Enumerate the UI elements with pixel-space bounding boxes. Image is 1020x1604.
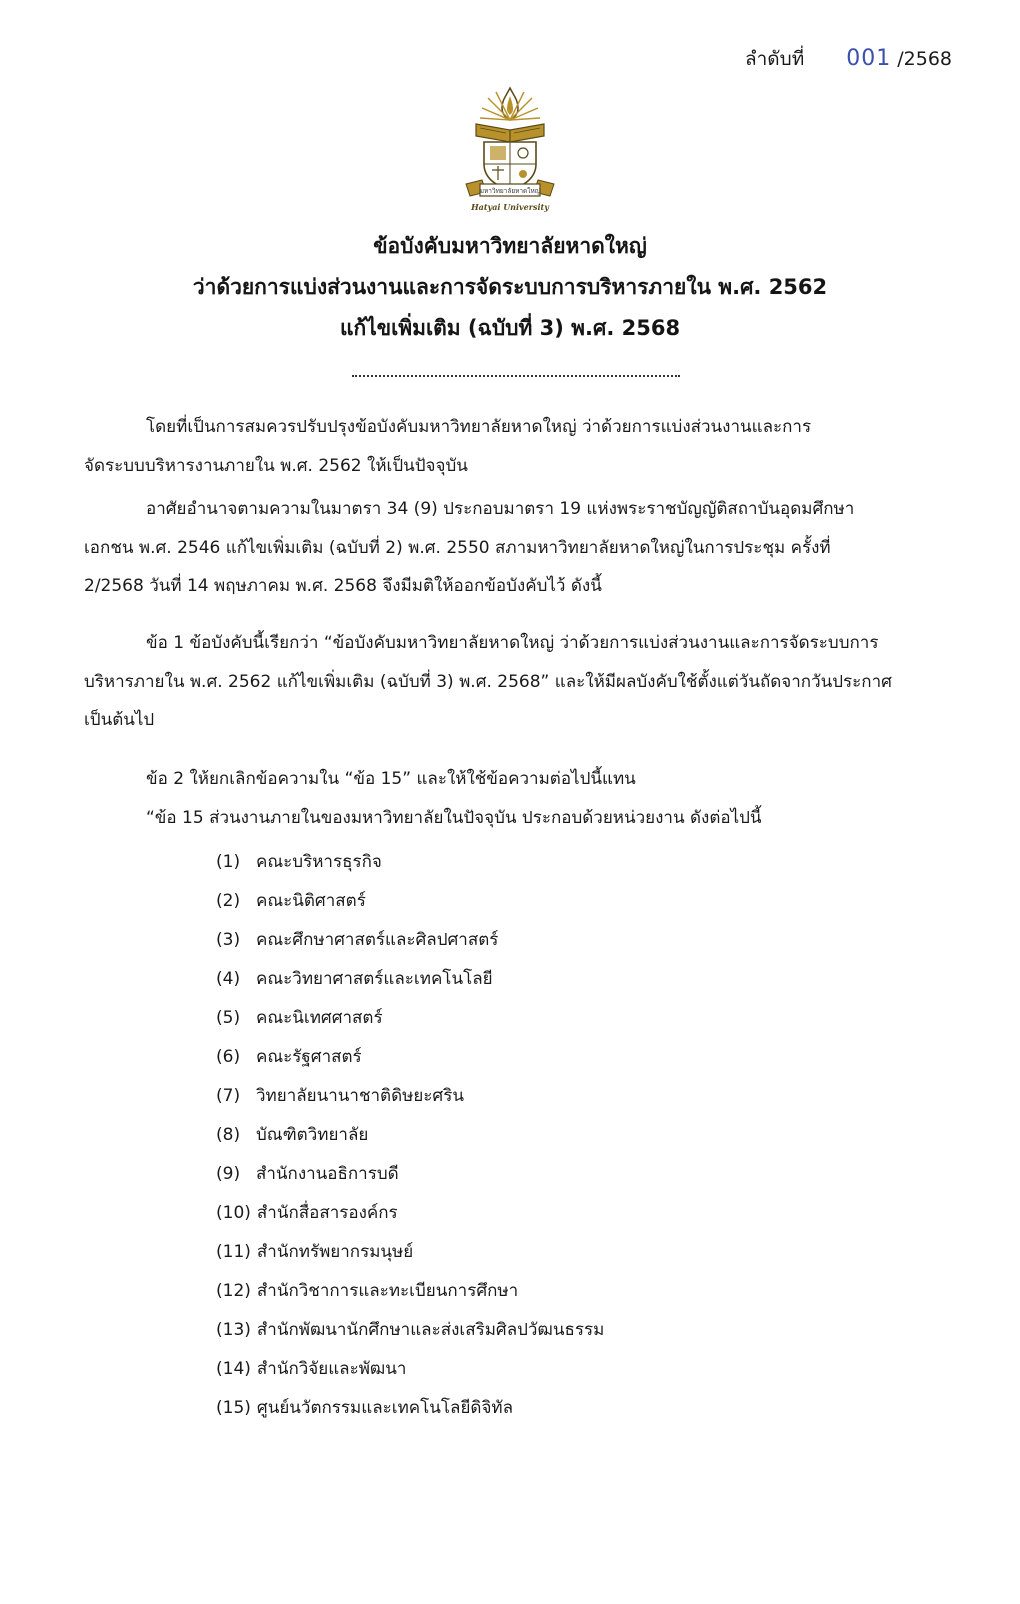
seal-caption-thai: มหาวิทยาลัยหาดใหญ่ [479, 187, 541, 195]
list-item-number: (15) [216, 1398, 251, 1418]
list-item-number: (3) [216, 930, 241, 950]
authority-paragraph [84, 490, 954, 606]
title-line-3: แก้ไขเพิ่มเติม (ฉบับที่ 3) พ.ศ. 2568 [339, 316, 681, 340]
list-item-number: (11) [216, 1242, 251, 1262]
list-item-name: วิทยาลัยนานาชาติดิษยะศริน [256, 1086, 464, 1106]
clause-1-line-1: ข้อ 1 ข้อบังคับนี้เรียกว่า “ข้อบังคับมหาวิทยาลัยหาดใหญ่ ว่าด้วยการแบ่งส่วนงานและการจัดระบบการ [146, 633, 879, 653]
list-item [216, 1038, 604, 1077]
university-seal-icon [462, 84, 558, 216]
preamble-line-2: จัดระบบบริหารงานภายใน พ.ศ. 2562 ให้เป็นปัจจุบัน [84, 455, 468, 476]
list-item-name: ศูนย์นวัตกรรมและเทคโนโลยีดิจิทัล [256, 1398, 514, 1418]
list-item-name: สำนักงานอธิการบดี [256, 1164, 399, 1184]
list-item [216, 1155, 604, 1194]
order-number [745, 44, 952, 74]
clause-1-line-2: บริหารภายใน พ.ศ. 2562 แก้ไขเพิ่มเติม (ฉบับที่ 3) พ.ศ. 2568” และให้มีผลบังคับใช้ตั้งแต่วันถัดจากวันประกาศ [84, 671, 892, 692]
list-item-number: (1) [216, 852, 241, 872]
list-item-number: (4) [216, 969, 241, 989]
units-list [216, 843, 604, 1428]
list-item-name: คณะศึกษาศาสตร์และศิลปศาสตร์ [256, 930, 499, 950]
list-item [216, 1350, 604, 1389]
list-item [216, 960, 604, 999]
order-number-handwritten: 001 [846, 46, 892, 71]
list-item-name: คณะบริหารธุรกิจ [256, 852, 382, 872]
preamble-line-1: โดยที่เป็นการสมควรปรับปรุงข้อบังคับมหาวิทยาลัยหาดใหญ่ ว่าด้วยการแบ่งส่วนงานและการ [146, 417, 812, 437]
list-item-number: (12) [216, 1281, 251, 1301]
list-item [216, 843, 604, 882]
title-divider [352, 375, 680, 377]
authority-line-3: 2/2568 วันที่ 14 พฤษภาคม พ.ศ. 2568 จึงมีมติให้ออกข้อบังคับไว้ ดังนี้ [84, 576, 602, 596]
clause-15-intro: “ข้อ 15 ส่วนงานภายในของมหาวิทยาลัยในปัจจุบัน ประกอบด้วยหน่วยงาน ดังต่อไปนี้ [146, 807, 762, 828]
list-item-number: (8) [216, 1125, 241, 1145]
list-item [216, 1311, 604, 1350]
clause-2-paragraph [84, 760, 954, 837]
list-item-name: สำนักวิชาการและทะเบียนการศึกษา [256, 1281, 519, 1301]
clause-1-paragraph [84, 624, 954, 740]
list-item [216, 921, 604, 960]
list-item-name: คณะรัฐศาสตร์ [256, 1047, 362, 1067]
list-item [216, 1233, 604, 1272]
authority-line-1: อาศัยอำนาจตามความในมาตรา 34 (9) ประกอบมาตรา 19 แห่งพระราชบัญญัติสถาบันอุดมศึกษา [146, 499, 855, 519]
list-item [216, 1272, 604, 1311]
list-item-name: คณะนิติศาสตร์ [256, 891, 366, 911]
document-title [0, 226, 1020, 349]
title-line-1: ข้อบังคับมหาวิทยาลัยหาดใหญ่ [373, 234, 647, 258]
list-item [216, 1077, 604, 1116]
order-year: /2568 [897, 48, 952, 70]
clause-1-line-3: เป็นต้นไป [84, 710, 155, 730]
list-item [216, 1116, 604, 1155]
list-item-number: (5) [216, 1008, 241, 1028]
seal-caption-english: Hatyai University [471, 202, 549, 212]
list-item-number: (14) [216, 1359, 251, 1379]
list-item-number: (6) [216, 1047, 241, 1067]
list-item [216, 999, 604, 1038]
preamble-paragraph [84, 408, 954, 485]
list-item-name: บัณฑิตวิทยาลัย [256, 1125, 369, 1145]
list-item-number: (7) [216, 1086, 241, 1106]
list-item-number: (2) [216, 891, 241, 911]
order-label: ลำดับที่ [744, 48, 805, 70]
list-item-name: คณะวิทยาศาสตร์และเทคโนโลยี [256, 969, 493, 989]
list-item-name: สำนักพัฒนานักศึกษาและส่งเสริมศิลปวัฒนธรรม [256, 1320, 605, 1340]
title-line-2: ว่าด้วยการแบ่งส่วนงานและการจัดระบบการบริหารภายใน พ.ศ. 2562 [192, 275, 828, 299]
list-item-name: สำนักสื่อสารองค์กร [256, 1203, 398, 1223]
clause-2-line-1: ข้อ 2 ให้ยกเลิกข้อความใน “ข้อ 15” และให้ใช้ข้อความต่อไปนี้แทน [146, 769, 636, 789]
list-item [216, 1389, 604, 1428]
authority-line-2: เอกชน พ.ศ. 2546 แก้ไขเพิ่มเติม (ฉบับที่ 2) พ.ศ. 2550 สภามหาวิทยาลัยหาดใหญ่ในการประชุม ครั้งที่ [84, 537, 831, 558]
list-item-number: (13) [216, 1320, 251, 1340]
list-item-number: (9) [216, 1164, 241, 1184]
list-item-name: คณะนิเทศศาสตร์ [256, 1008, 383, 1028]
list-item-name: สำนักทรัพยากรมนุษย์ [256, 1242, 414, 1262]
list-item [216, 882, 604, 921]
list-item-number: (10) [216, 1203, 251, 1223]
list-item [216, 1194, 604, 1233]
list-item-name: สำนักวิจัยและพัฒนา [256, 1359, 407, 1379]
